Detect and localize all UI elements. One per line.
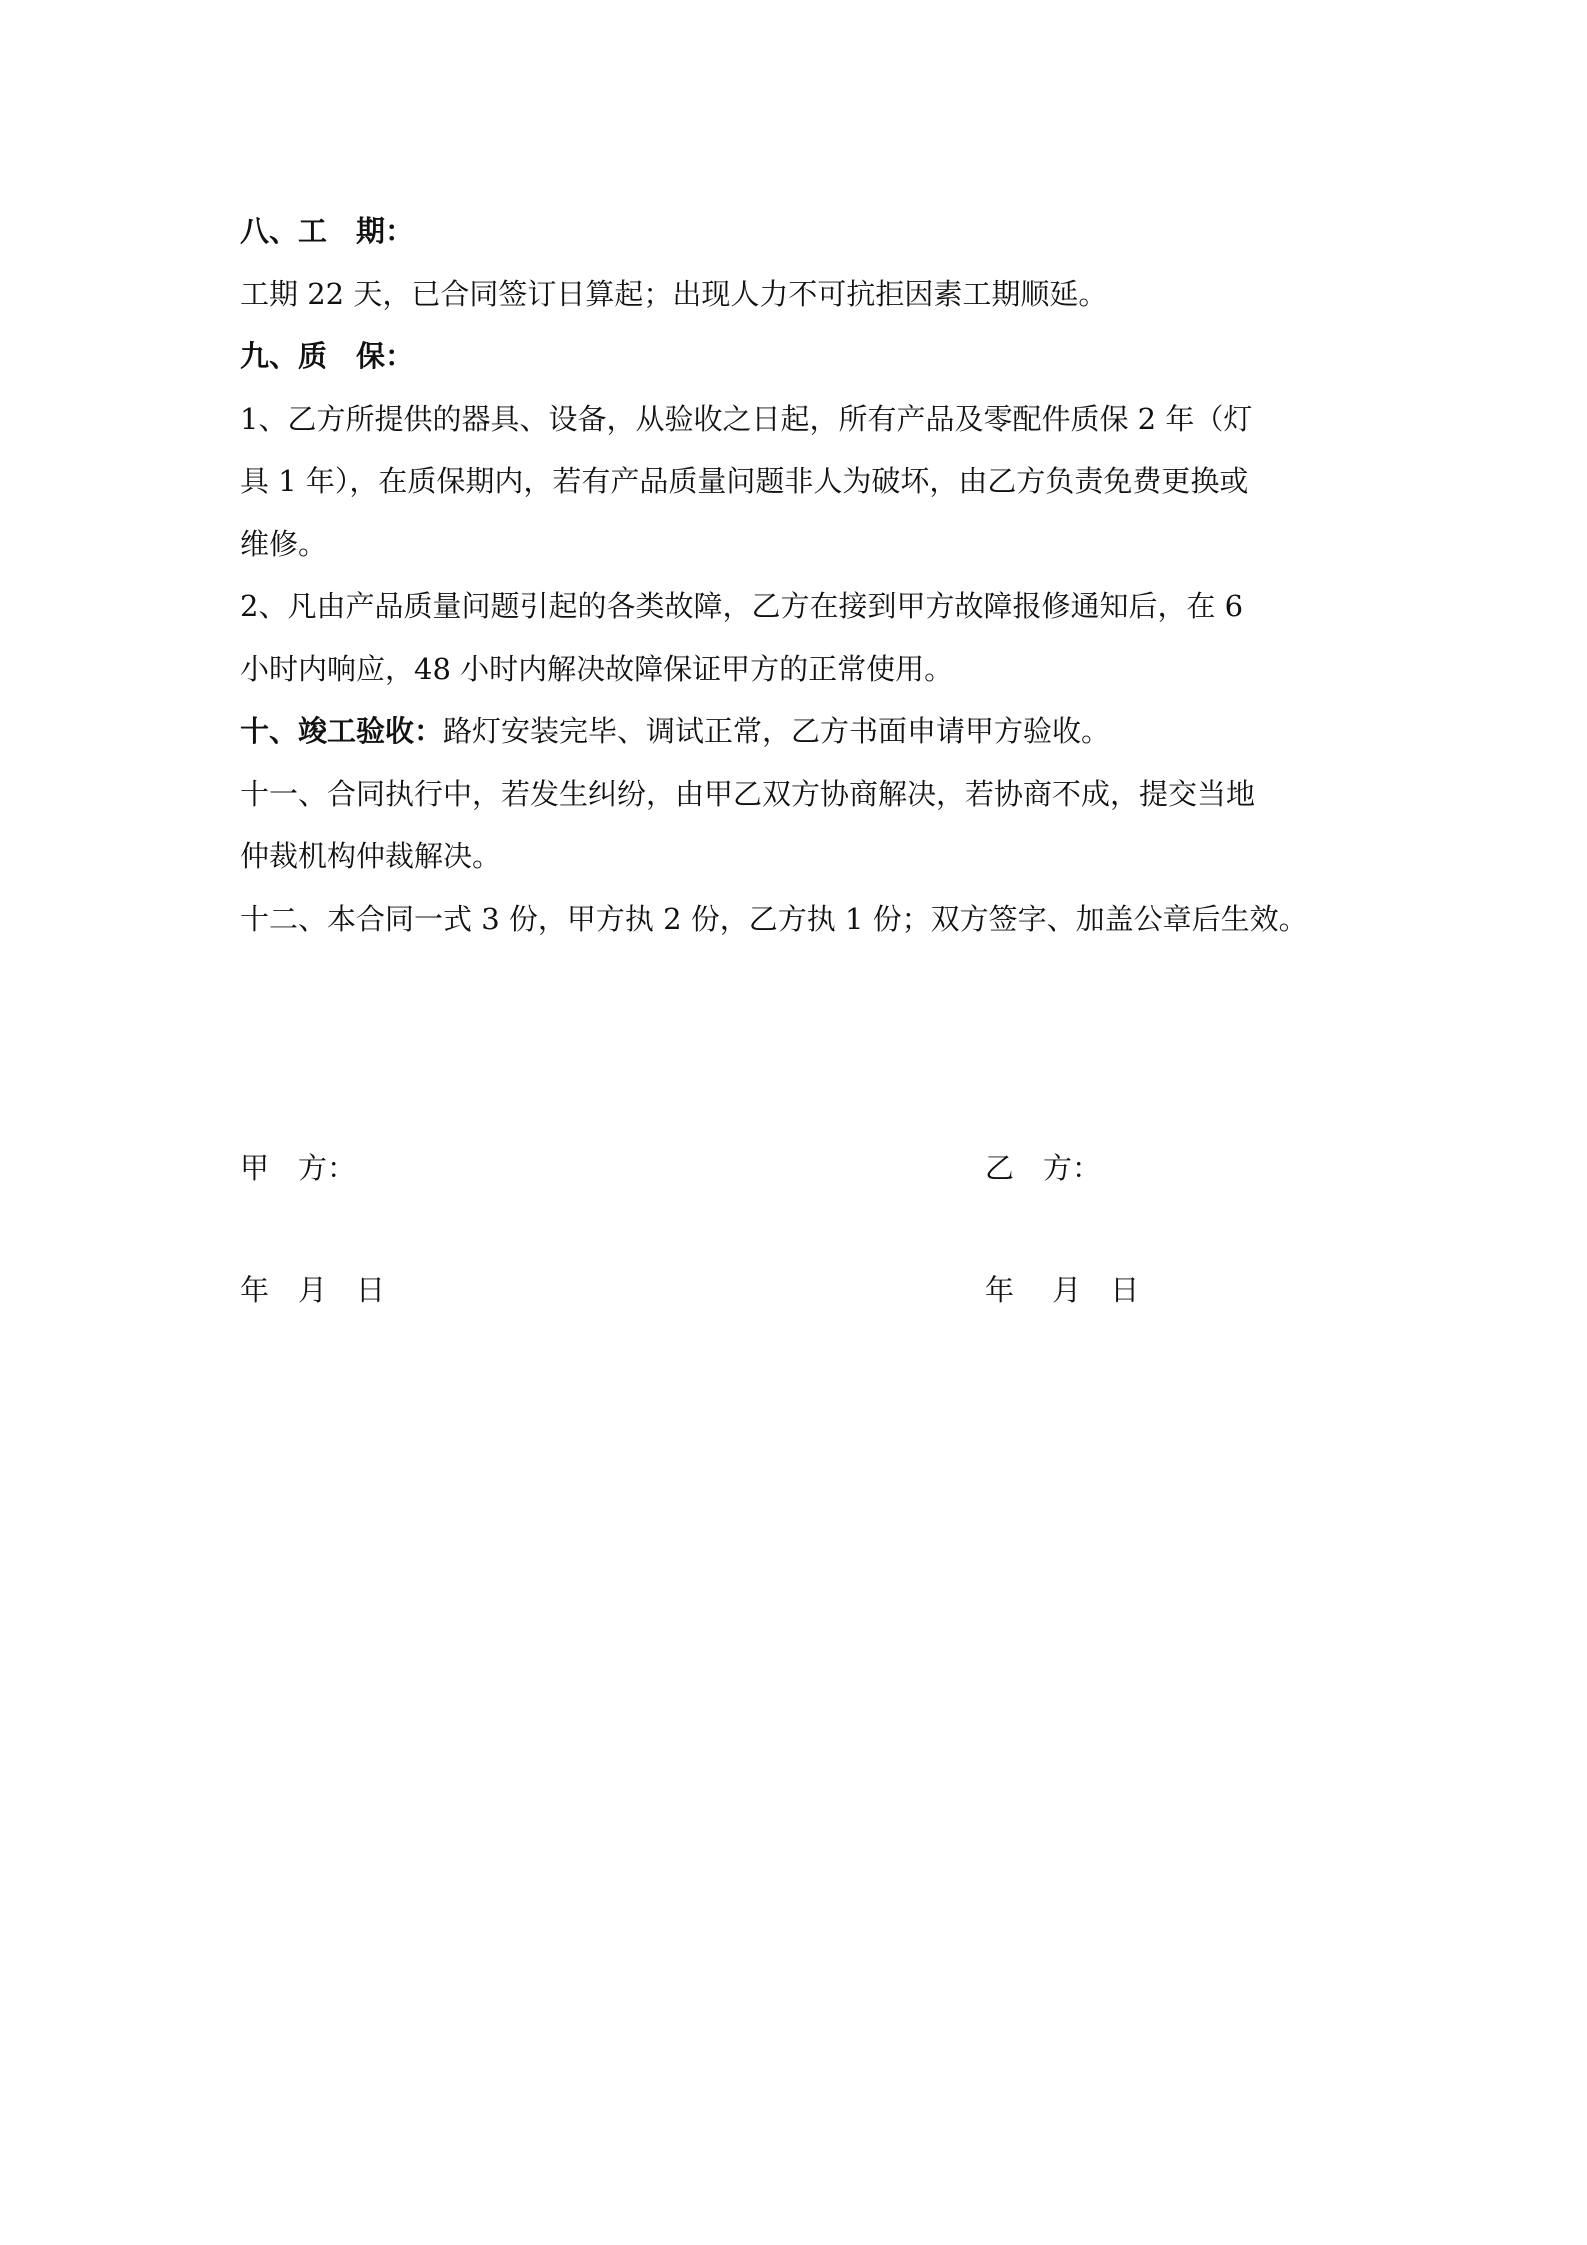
party-b-signature-label: 乙 方： xyxy=(985,1151,1102,1185)
section-9-heading: 九、质 保： xyxy=(240,339,415,373)
section-11-line-2: 仲裁机构仲裁解决。 xyxy=(240,839,502,873)
section-10 xyxy=(240,700,1352,763)
section-11-line-1: 十一、合同执行中，若发生纠纷，由甲乙双方协商解决，若协商不成，提交当地 xyxy=(240,776,1256,811)
section-9-item-1-line-2: 具 1 年），在质保期内，若有产品质量问题非人为破坏，由乙方负责免费更换或 xyxy=(240,464,1249,498)
section-9-item-2-line-1: 2、凡由产品质量问题引起的各类故障，乙方在接到甲方故障报修通知后，在 6 xyxy=(240,589,1244,623)
party-a-signature-label: 甲 方： xyxy=(240,1151,357,1185)
section-9-item-1-line-3: 维修。 xyxy=(240,526,328,561)
party-b-date: 年 月 日 xyxy=(985,1273,1140,1307)
contract-body xyxy=(240,200,1352,950)
section-10-heading: 十、竣工验收： xyxy=(240,714,444,748)
section-10-text: 路灯安装完毕、调试正常，乙方书面申请甲方验收。 xyxy=(443,714,1111,748)
section-12-text: 十二、本合同一式 3 份，甲方执 2 份，乙方执 1 份；双方签字、加盖公章后生效。 xyxy=(240,901,1308,936)
section-8-heading: 八、工 期： xyxy=(240,214,415,248)
section-9-item-1-line-1: 1、乙方所提供的器具、设备，从验收之日起，所有产品及零配件质保 2 年（灯 xyxy=(240,401,1253,436)
section-9-item-2-line-2: 小时内响应，48 小时内解决故障保证甲方的正常使用。 xyxy=(240,651,954,686)
section-8-text: 工期 22 天，已合同签订日算起；出现人力不可抗拒因素工期顺延。 xyxy=(240,276,1108,311)
party-a-date: 年 月 日 xyxy=(240,1273,386,1307)
